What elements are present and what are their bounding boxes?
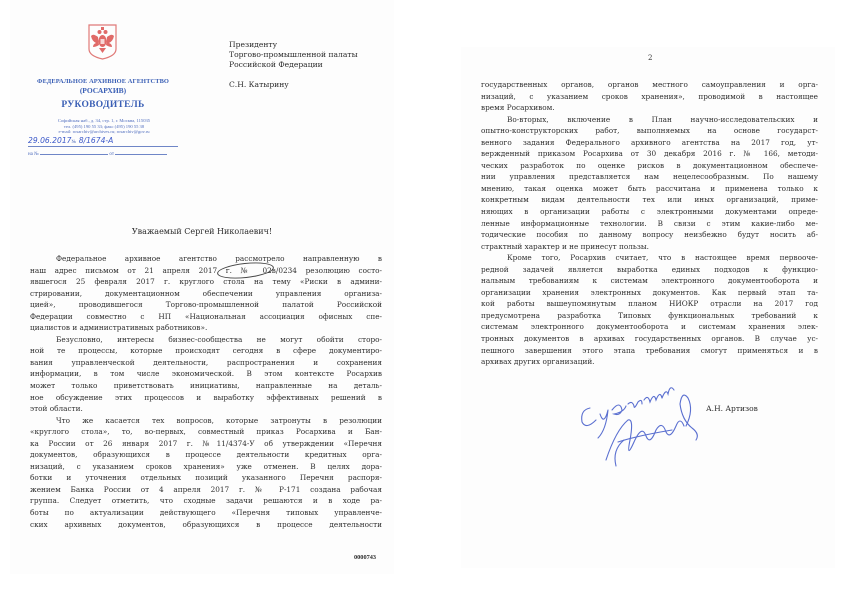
text-line: вания управленческой деятельности, распространения и сохранения (30, 357, 382, 367)
addressee-line: Президенту (229, 40, 278, 49)
text-line: венного задания Федерального архивного агентства на 2017 год, ут- (481, 137, 818, 147)
reference-label: на № (28, 152, 39, 157)
page-number: 2 (648, 54, 653, 62)
number-label: № (71, 140, 77, 145)
russian-coat-of-arms-icon (87, 23, 118, 61)
letter-page-1 (10, 0, 394, 574)
handwritten-signature (576, 380, 706, 470)
text-line: кой работы вышеупомянутым планом НИОКР отрасли на 2017 год (481, 299, 818, 309)
text-line: время Росархивом. (481, 103, 555, 113)
letter-body-page-2 (481, 79, 818, 368)
addressee-line: Торгово-промышленной палаты (229, 50, 358, 59)
text-line: боты по актуализации действующего «Перечня типовых управленче- (30, 508, 382, 518)
text-line: ческих разработок по оценке рисков в документационном обеспече- (481, 160, 818, 170)
registration-date: 29.06.2017 (28, 136, 72, 145)
text-line: Безусловно, интересы бизнес-сообщества не могут обойти сторо- (56, 334, 382, 344)
text-line: может только приветствовать инициативы, направленные на деталь- (30, 381, 382, 391)
text-line: цией», проводившегося Торгово-промышленной палатой Российской (30, 300, 382, 310)
address-line: Софийская наб., д. 34, стр. 1, г. Москва, 115035 (57, 118, 151, 123)
text-line: государственных органов, органов местного самоуправления и орга- (481, 80, 818, 89)
text-line: низаций, с указанием сроков хранения», проводимой в настоящее (481, 91, 818, 101)
registration-number: 8/1674-А (78, 136, 114, 145)
text-line: нальным требованиям к системам электронного документооборота и (481, 276, 818, 286)
salutation: Уважаемый Сергей Николаевич! (131, 227, 273, 236)
letter-page-2 (461, 47, 835, 568)
email-line: e-mail: rosarchiv@archives.ru; rosarchiv@gov.ru (58, 129, 150, 135)
reference-from-label: от (109, 152, 115, 157)
text-line: организации хранения электронных документов. Как первый этап та- (481, 287, 818, 297)
text-line: ной те процессы, которые происходят сегодня в сфере документиро- (30, 346, 382, 356)
text-line: тронных документов в архивах государственных органов. В случае ус- (481, 334, 818, 344)
agency-address (24, 118, 184, 135)
agency-abbreviation: (РОСАРХИВ) (79, 86, 127, 95)
text-line: системам электронного документооборота и системам хранения элек- (481, 322, 818, 332)
addressee-block (229, 40, 358, 90)
text-line: опытно-конструкторских работ, выполняемых на основе государст- (481, 126, 818, 136)
text-line: Федерации совместно с НП «Национальная ассоциация офисных спе- (30, 311, 382, 321)
text-line: циалистов и административных работников». (30, 323, 208, 333)
text-line: вержденный приказом Росархива от 30 декабря 2016 г. № 166, методи- (481, 149, 818, 159)
text-line: низаций, с указанием сроков хранения» уже отменен. В целях дора- (30, 461, 382, 471)
text-line: мнению, такая оценка может быть рассчитана и применена только к (481, 183, 818, 193)
text-line: предусмотрена разработка Типовых функциональных требований к (481, 310, 818, 320)
text-line: ленные информационные технологии. В связи с этим какие-либо ме- (481, 218, 818, 228)
text-line: наш адрес письмом от 21 апреля 2017 г. № 02в/0234 резолюцию состо- (30, 265, 382, 275)
agency-name: ФЕДЕРАЛЬНОЕ АРХИВНОЕ АГЕНТСТВО (36, 78, 169, 85)
text-line: ботки и уточнения отдельных позиций указанного Перечня распоря- (30, 473, 382, 483)
text-line: документов, образующихся в процессе деятельности кредитных орга- (30, 450, 382, 460)
text-line: страктный характер и не принесут пользы. (481, 241, 649, 251)
reference-line (28, 149, 180, 158)
text-line: архивах других организаций. (481, 357, 595, 367)
text-line: нии управления представляется нам нецелесообразным. По нашему (481, 172, 818, 182)
text-line: группа. Следует отметить, что сходные задачи решаются и в ходе ра- (30, 496, 382, 506)
addressee-line: Российской Федерации (229, 60, 323, 69)
text-line: этой области. (30, 404, 83, 414)
text-line: конкретным видам деятельности тех или иных организаций, приме- (481, 195, 818, 205)
text-line: тодические пособия по данному вопросу неизбежно будут носить аб- (481, 230, 818, 240)
text-line: Во-вторых, включение в План научно-исследовательских и (507, 114, 818, 124)
signer-name: А.Н. Артизов (706, 404, 758, 413)
text-line: Федеральное архивное агентство рассмотрело направленную в (56, 254, 382, 263)
letter-body-page-1 (30, 253, 382, 530)
registration-line (28, 135, 178, 147)
phone-line: тел. (495) 190 55 33; факс (495) 190 55 38 (63, 123, 145, 129)
addressee-name: С.Н. Катырину (229, 80, 289, 89)
text-line: Что же касается тех вопросов, которые затронуты в резолюции (56, 415, 382, 425)
text-line: ских архивных документов, образующихся в процессе деятельности (30, 519, 382, 529)
text-line: жением Банка России от 4 апреля 2017 г. № Р-171 создана рабочая (30, 484, 382, 494)
text-line: няющих в организации работы с электронными документами опреде- (481, 207, 818, 217)
text-line: Кроме того, Росархив считает, что в настоящее время первооче- (507, 253, 818, 263)
text-line: ное обсуждение этих процессов и выработку эффективных решений в (30, 392, 382, 402)
text-line: пешного завершения этого этапа требования смогут применяться и в (481, 345, 818, 355)
text-line: явшегося 25 февраля 2017 г. круглого стола на тему «Риски в админи- (30, 277, 382, 287)
reference-date-blank (115, 149, 167, 155)
text-line: «круглого стола», то, во-первых, совместный приказ Росархива и Бан- (30, 427, 382, 437)
text-line: стрировании, документационном обеспечении управления организа- (30, 288, 382, 298)
text-line: информации, в том числе экономической. В этом контексте Росархив (30, 369, 382, 379)
text-line: ка России от 26 января 2017 г. №11/4374-У об утверждении «Перечня (30, 438, 382, 448)
letterhead-title: РУКОВОДИТЕЛЬ (61, 100, 145, 110)
document-serial-number: 0000743 (354, 554, 377, 561)
reference-number-blank (40, 149, 108, 155)
text-line: редной задачей является выработка единых подходов к функцио- (481, 264, 818, 274)
